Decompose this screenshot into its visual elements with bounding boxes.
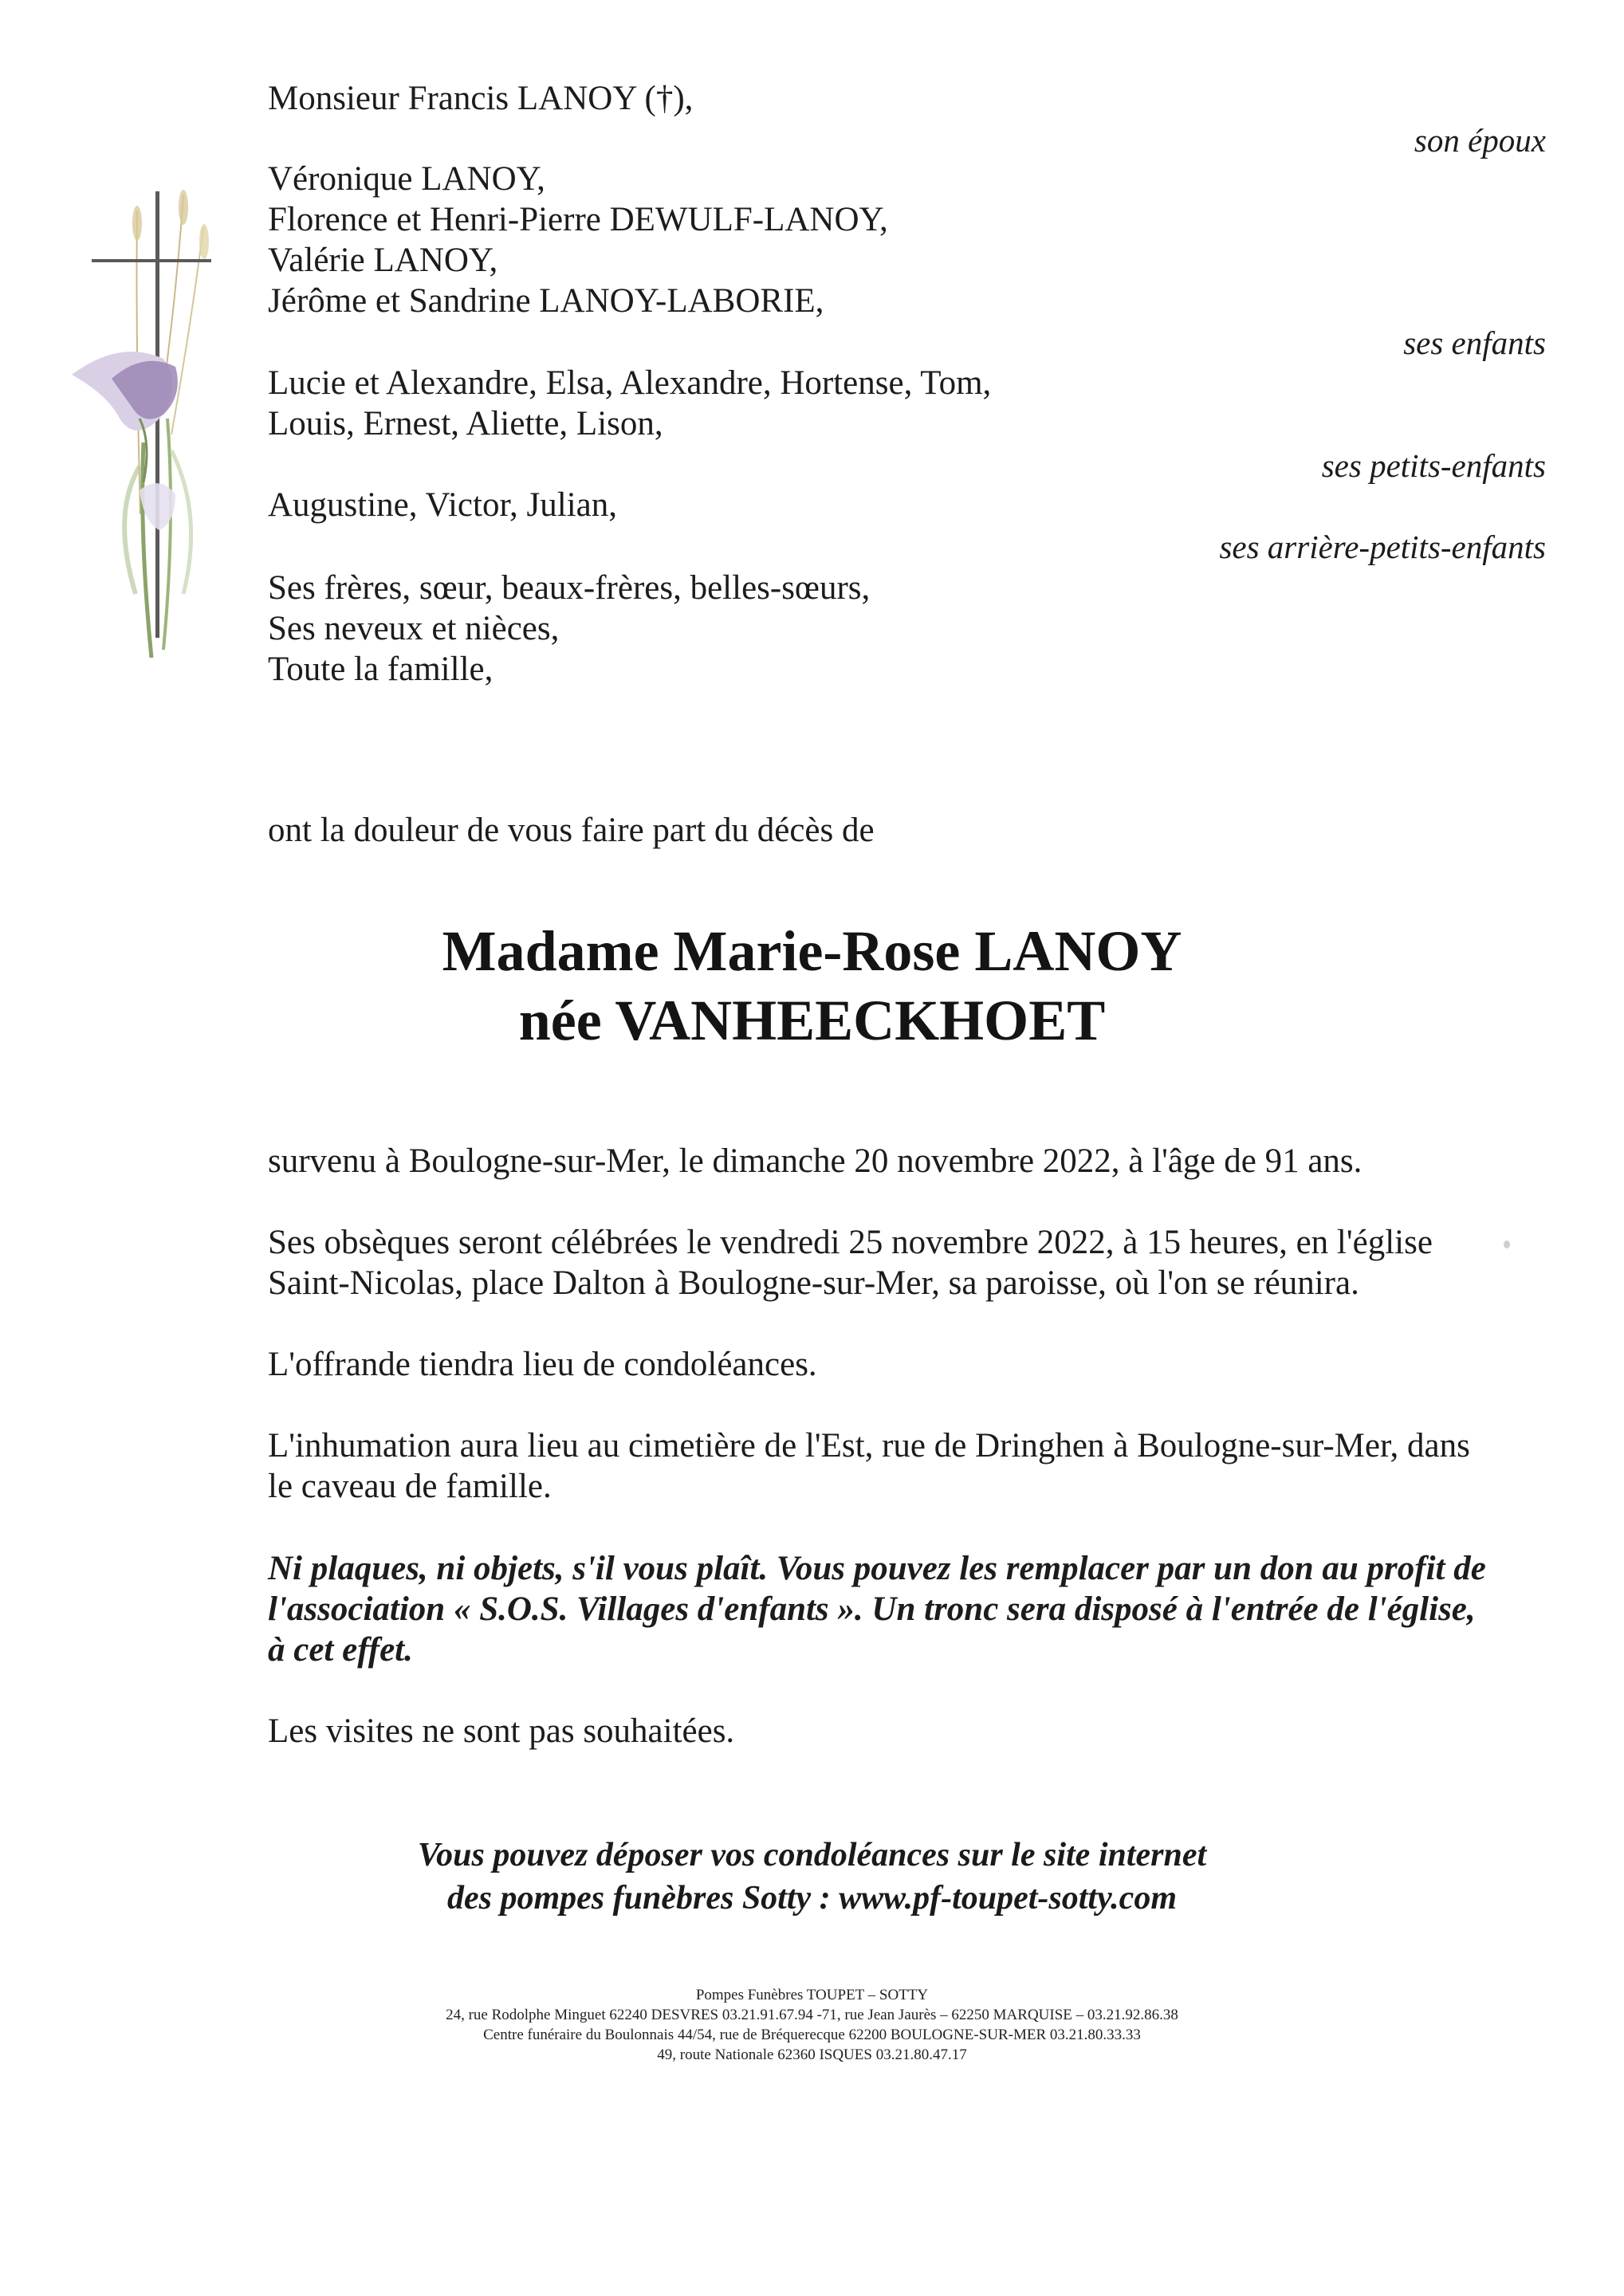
deceased-name: Madame Marie-Rose LANOY	[442, 919, 1182, 983]
child-name: Jérôme et Sandrine LANOY-LABORIE,	[268, 282, 824, 320]
condolences-line: Vous pouvez déposer vos condoléances sur le site internet	[417, 1837, 1207, 1873]
funeral-details: Saint-Nicolas, place Dalton à Boulogne-sur-Mer, sa paroisse, où l'on se réunira.	[268, 1264, 1359, 1302]
death-details: survenu à Boulogne-sur-Mer, le dimanche 20 novembre 2022, à l'âge de 91 ans.	[268, 1142, 1363, 1180]
spouse-name: Monsieur Francis LANOY (†),	[268, 80, 694, 117]
burial-details: le caveau de famille.	[268, 1468, 552, 1505]
donation-note: Ni plaques, ni objets, s'il vous plaît. Vous pouvez les remplacer par un don au profit de	[268, 1550, 1486, 1587]
cross-icon	[64, 179, 247, 698]
child-name: Véronique LANOY,	[268, 160, 545, 198]
offering-note: L'offrande tiendra lieu de condoléances.	[268, 1346, 817, 1383]
donation-note: à cet effet.	[268, 1631, 413, 1669]
child-name: Florence et Henri-Pierre DEWULF-LANOY,	[268, 201, 888, 238]
donation-note: l'association « S.O.S. Villages d'enfants ». Un tronc sera disposé à l'entrée de l'église,	[268, 1590, 1476, 1628]
grandchild-names: Louis, Ernest, Aliette, Lison,	[268, 405, 663, 442]
footer-address: 24, rue Rodolphe Minguet 62240 DESVRES 03.21.91.67.94 -71, rue Jean Jaurès – 62250 MARQUISE – 03.21.92.86.38	[446, 2007, 1178, 2023]
spouse-role: son époux	[1414, 122, 1546, 159]
visits-note: Les visites ne sont pas souhaitées.	[268, 1712, 735, 1750]
funeral-details: Ses obsèques seront célébrées le vendredi 25 novembre 2022, à 15 heures, en l'église	[268, 1224, 1433, 1261]
relatives-line: Toute la famille,	[268, 651, 493, 688]
great-grandchildren-role: ses arrière-petits-enfants	[1219, 529, 1546, 565]
great-grandchild-names: Augustine, Victor, Julian,	[268, 486, 617, 524]
relatives-line: Ses frères, sœur, beaux-frères, belles-sœurs,	[268, 569, 871, 607]
cross-lily-illustration	[64, 179, 247, 698]
footer-address: Centre funéraire du Boulonnais 44/54, rue de Bréquerecque 62200 BOULOGNE-SUR-MER 03.21.80.33.33	[483, 2027, 1141, 2043]
footer-company: Pompes Funèbres TOUPET – SOTTY	[695, 1987, 929, 2003]
burial-details: L'inhumation aura lieu au cimetière de l'Est, rue de Dringhen à Boulogne-sur-Mer, dans	[268, 1427, 1470, 1464]
deceased-maiden-name: née VANHEECKHOET	[518, 989, 1106, 1052]
scan-speck	[1504, 1240, 1510, 1248]
relatives-line: Ses neveux et nièces,	[268, 610, 560, 647]
children-role: ses enfants	[1403, 324, 1546, 361]
announcement-text: ont la douleur de vous faire part du décès de	[268, 812, 875, 849]
footer-address: 49, route Nationale 62360 ISQUES 03.21.80.47.17	[657, 2046, 967, 2063]
condolences-website: des pompes funèbres Sotty : www.pf-toupet-sotty.com	[447, 1880, 1177, 1917]
child-name: Valérie LANOY,	[268, 242, 498, 279]
grandchildren-role: ses petits-enfants	[1321, 447, 1546, 484]
grandchild-names: Lucie et Alexandre, Elsa, Alexandre, Hortense, Tom,	[268, 364, 992, 402]
